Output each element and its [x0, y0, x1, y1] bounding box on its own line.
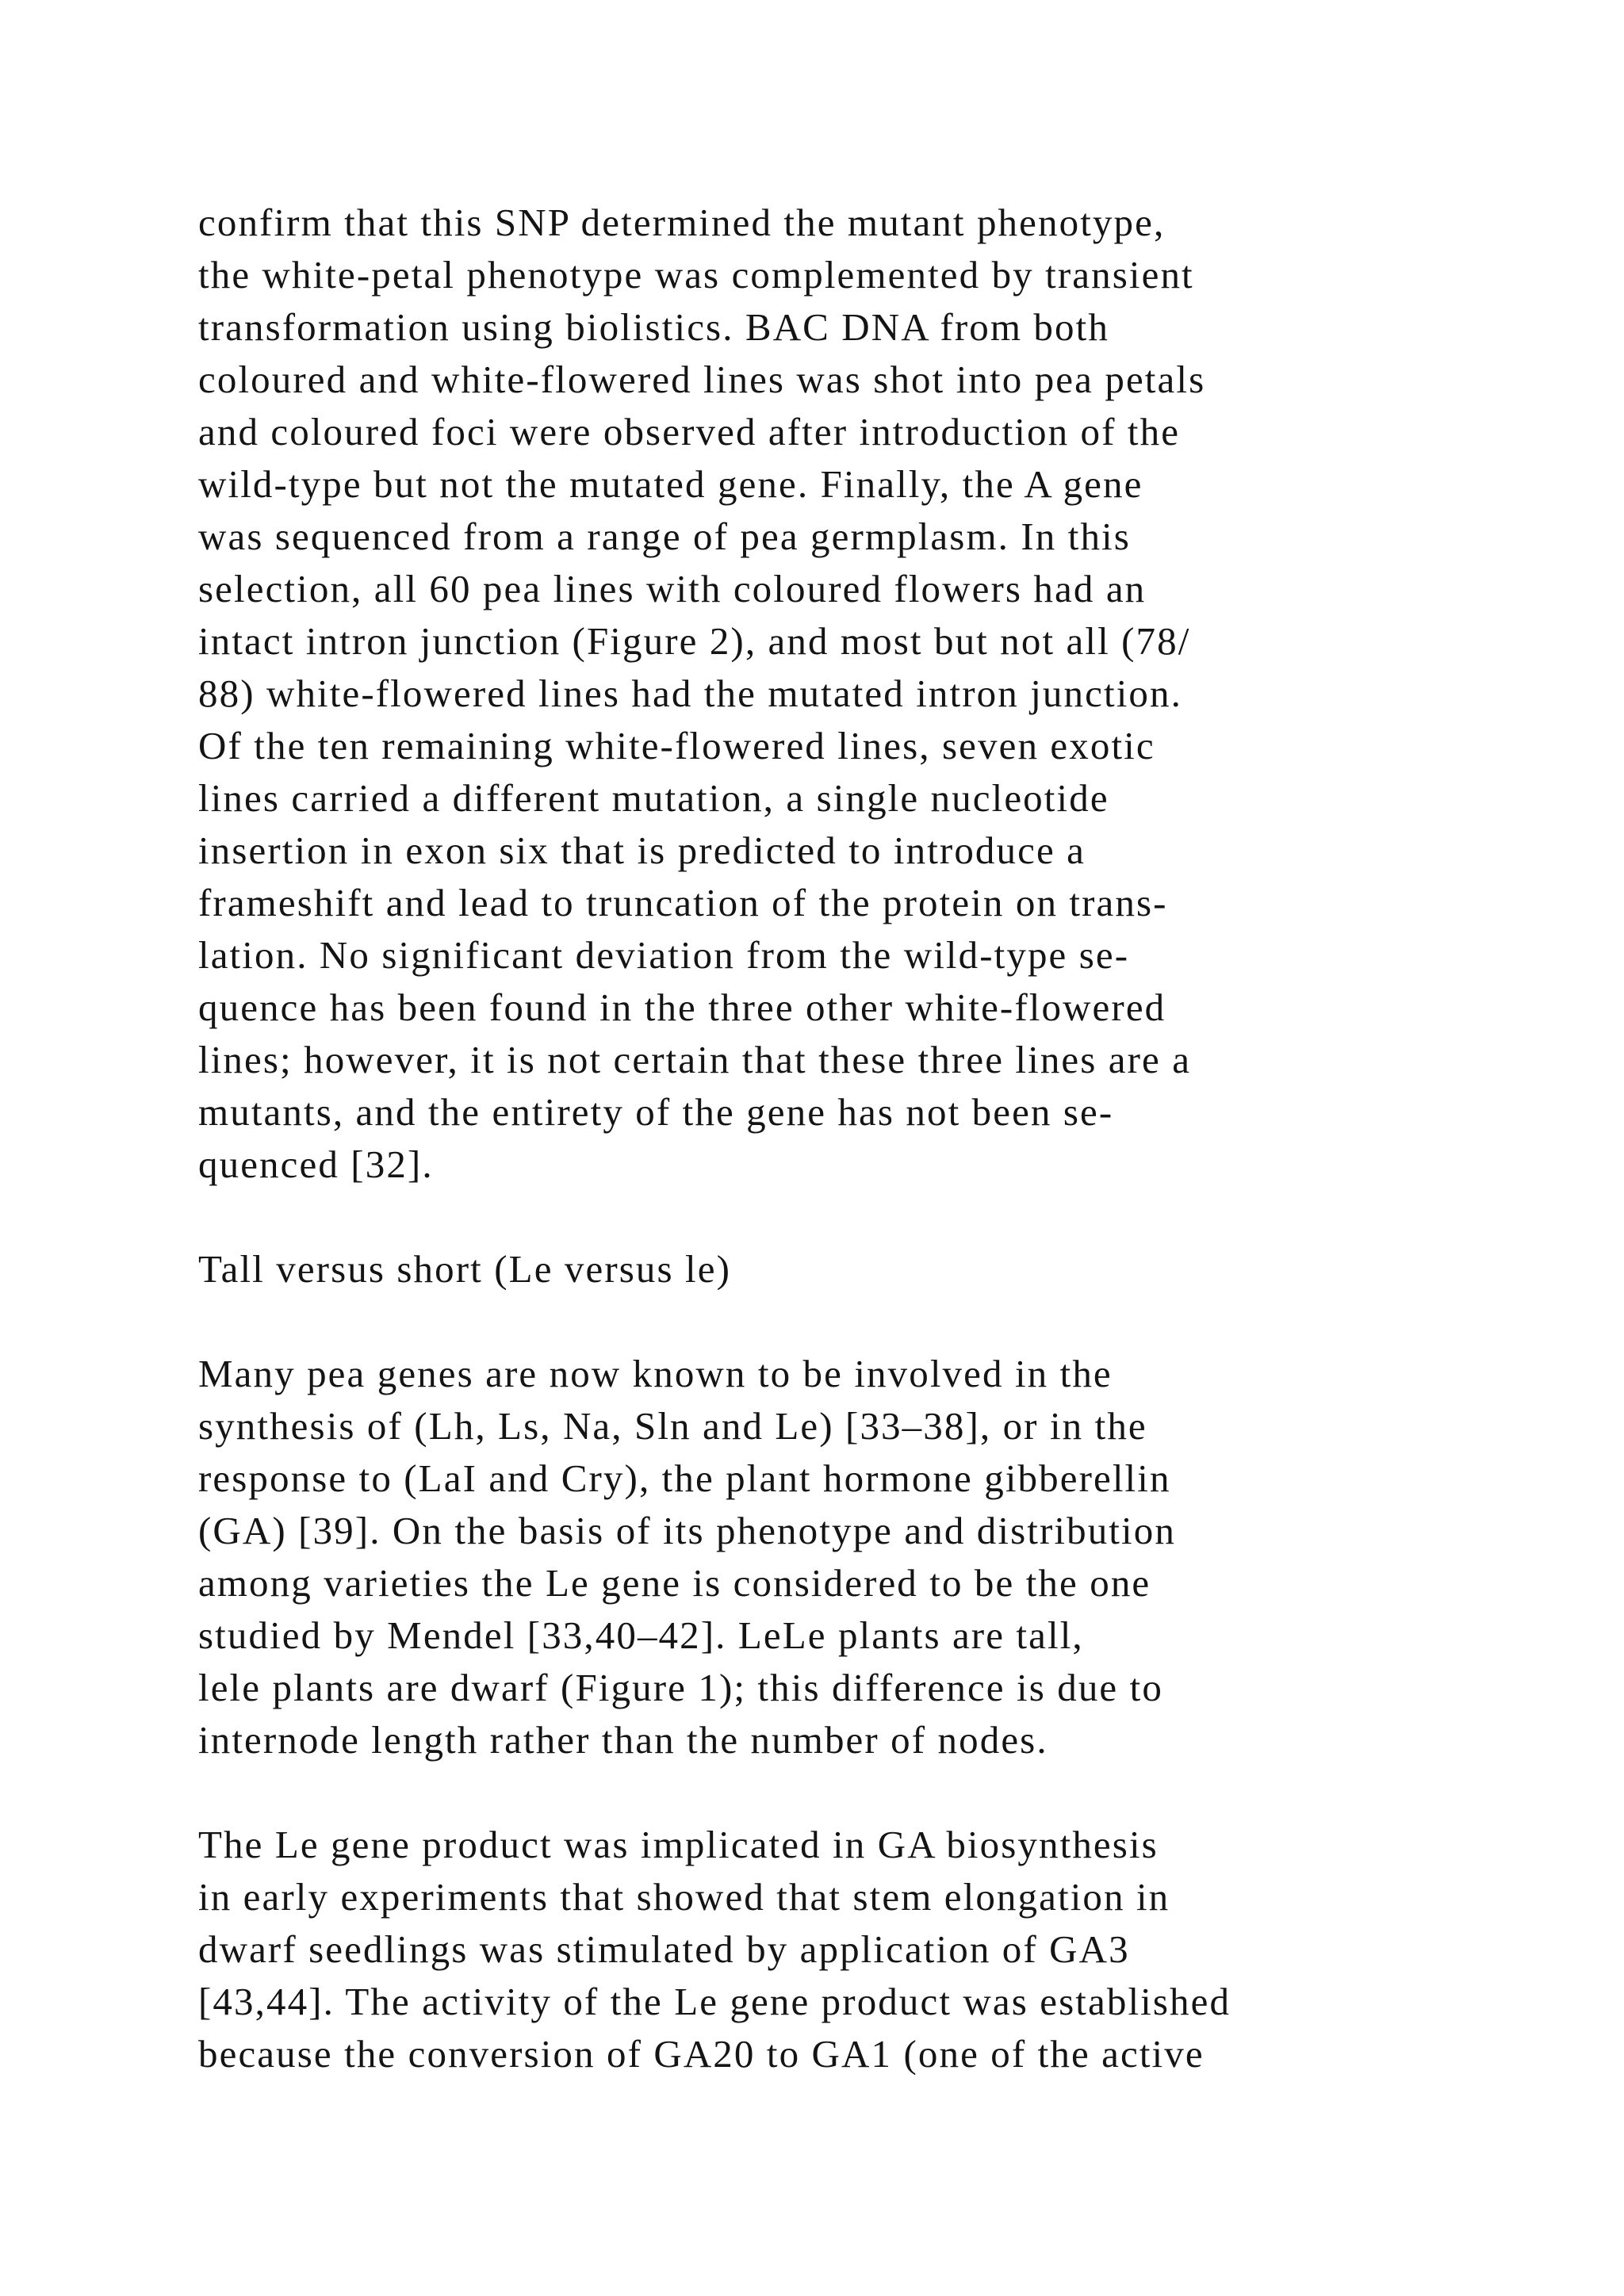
- text-line: synthesis of (Lh, Ls, Na, Sln and Le) [33–38], or in the: [198, 1404, 1147, 1448]
- text-line: lele plants are dwarf (Figure 1); this difference is due to: [198, 1666, 1163, 1709]
- text-line: response to (LaI and Cry), the plant hormone gibberellin: [198, 1456, 1171, 1500]
- text-line: [43,44]. The activity of the Le gene product was established: [198, 1980, 1231, 2023]
- text-line: the white-petal phenotype was complemented by transient: [198, 253, 1194, 297]
- text-line: lation. No significant deviation from the wild-type se-: [198, 933, 1130, 977]
- text-line: frameshift and lead to truncation of the protein on trans-: [198, 881, 1168, 924]
- text-line: intact intron junction (Figure 2), and most but not all (78/: [198, 619, 1191, 663]
- text-line: and coloured foci were observed after introduction of the: [198, 410, 1181, 453]
- text-line: insertion in exon six that is predicted to introduce a: [198, 828, 1086, 872]
- text-line: quenced [32].: [198, 1142, 434, 1186]
- text-line: studied by Mendel [33,40–42]. LeLe plants are tall,: [198, 1613, 1084, 1657]
- text-line: dwarf seedlings was stimulated by application of GA3: [198, 1927, 1130, 1971]
- text-line: was sequenced from a range of pea germplasm. In this: [198, 515, 1131, 558]
- text-line: 88) white-flowered lines had the mutated intron junction.: [198, 672, 1182, 715]
- text-line: among varieties the Le gene is considered to be the one: [198, 1561, 1151, 1605]
- text-line: because the conversion of GA20 to GA1 (one of the active: [198, 2032, 1205, 2076]
- text-line: mutants, and the entirety of the gene has not been se-: [198, 1090, 1114, 1134]
- text-line: Of the ten remaining white-flowered lines, seven exotic: [198, 724, 1155, 767]
- text-line: coloured and white-flowered lines was shot into pea petals: [198, 358, 1206, 401]
- text-line: quence has been found in the three other white-flowered: [198, 985, 1166, 1029]
- text-line: transformation using biolistics. BAC DNA from both: [198, 305, 1109, 349]
- text-line: lines carried a different mutation, a single nucleotide: [198, 776, 1109, 820]
- text-line: wild-type but not the mutated gene. Finally, the A gene: [198, 462, 1143, 506]
- text-line: internode length rather than the number of nodes.: [198, 1718, 1048, 1762]
- text-line: confirm that this SNP determined the mutant phenotype,: [198, 201, 1166, 244]
- text-line: lines; however, it is not certain that these three lines are a: [198, 1038, 1192, 1081]
- text-line: Many pea genes are now known to be involved in the: [198, 1352, 1113, 1395]
- text-line: (GA) [39]. On the basis of its phenotype and distribution: [198, 1509, 1176, 1552]
- text-line: in early experiments that showed that stem elongation in: [198, 1875, 1170, 1919]
- text-line: selection, all 60 pea lines with coloured flowers had an: [198, 567, 1147, 610]
- section-heading: Tall versus short (Le versus le): [198, 1247, 732, 1291]
- text-line: The Le gene product was implicated in GA biosynthesis: [198, 1823, 1159, 1866]
